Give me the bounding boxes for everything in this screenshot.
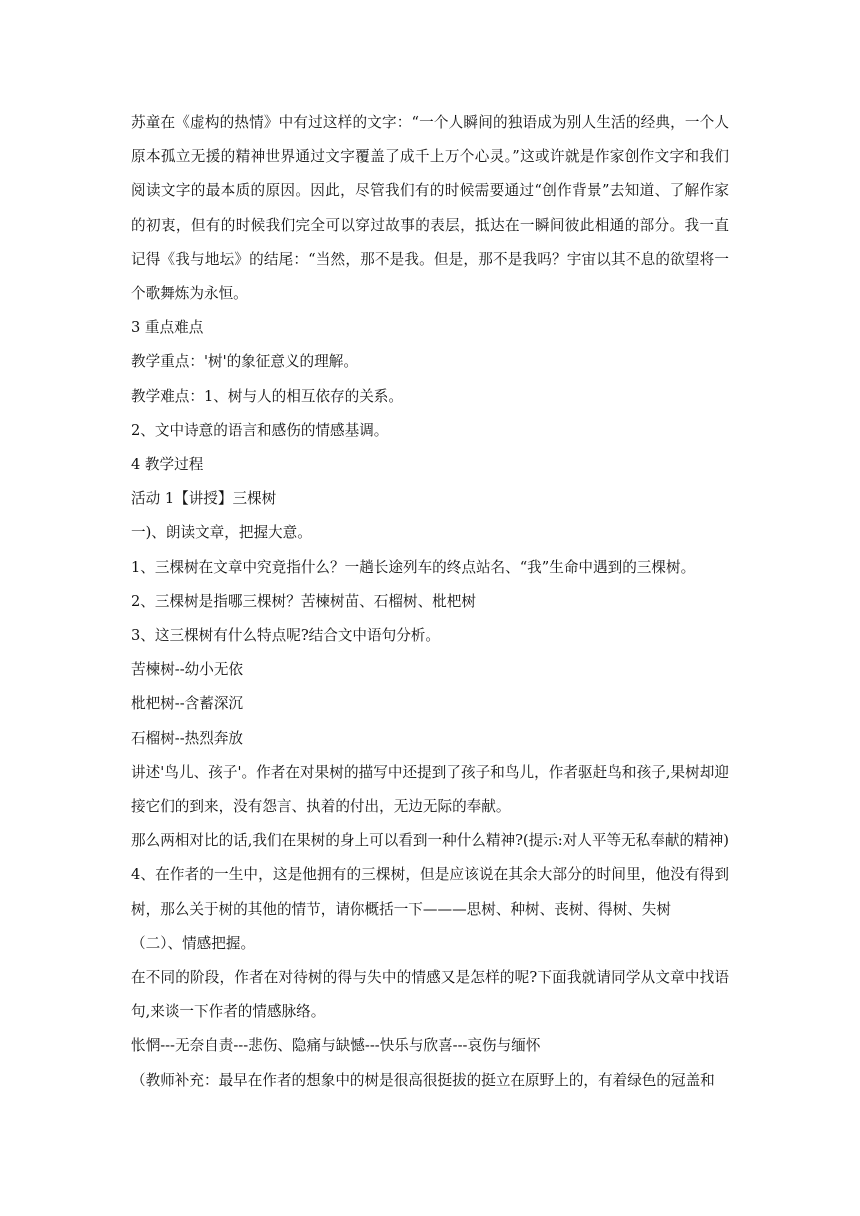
step-read-text: 一)、朗读文章，把握大意。	[131, 524, 312, 542]
tree-feature-2: 枇杷树--含蓄深沉	[131, 695, 244, 713]
document-body	[131, 106, 729, 1098]
question-2: 2、三棵树是指哪三棵树？苦楝树苗、石榴树、枇杷树	[131, 592, 476, 610]
teaching-focus: 教学重点：'树'的象征意义的理解。	[131, 353, 358, 371]
emotion-question: 在不同的阶段，作者在对待树的得与失中的情感又是怎样的呢?下面我就请同学从文章中找语句,来谈一下作者的情感脉络。	[131, 969, 729, 1021]
section-heading-process: 4 教学过程	[131, 456, 204, 474]
question-1: 1、三棵树在文章中究竟指什么？一趟长途列车的终点站名、“我”生命中遇到的三棵树。	[131, 558, 696, 576]
teacher-supplement: （教师补充：最早在作者的想象中的树是很高很挺拔的挺立在原野上的，有着绿色的冠盖和	[131, 1071, 715, 1089]
question-4: 4、在作者的一生中，这是他拥有的三棵树，但是应该说在其余大部分的时间里，他没有得到树，那么关于树的其他的情节，请你概括一下———思树、种树、丧树、得树、失树	[131, 866, 729, 918]
teaching-difficulty-2: 2、文中诗意的语言和感伤的情感基调。	[131, 421, 389, 439]
section-heading-key-points: 3 重点难点	[131, 319, 204, 337]
step-emotion: （二）、情感把握。	[131, 934, 256, 952]
tree-feature-1: 苦楝树--幼小无依	[131, 661, 244, 679]
question-3: 3、这三棵树有什么特点呢?结合文中语句分析。	[131, 627, 440, 645]
comparison-paragraph: 那么两相对比的话,我们在果树的身上可以看到一种什么精神?(提示:对人平等无私奉献的精神)	[131, 832, 729, 850]
teaching-difficulty: 教学难点：1、树与人的相互依存的关系。	[131, 387, 403, 405]
intro-paragraph: 苏童在《虚构的热情》中有过这样的文字：“一个人瞬间的独语成为别人生活的经典，一个人原本孤立无援的精神世界通过文字覆盖了成千上万个心灵。”这或许就是作家创作文字和我们阅读文字的最本质的原因。因此，尽管我们有的时候需要通过“创作背景”去知道、了解作家的初衷，但有的时候我们完全可以穿过故事的表层，抵达在一瞬间彼此相通的部分。我一直记得《我与地坛》的结尾：“当然，那不是我。但是，那不是我吗？宇宙以其不息的欲望将一个歌舞炼为永恒。	[131, 114, 729, 303]
activity-heading: 活动 1【讲授】三棵树	[131, 490, 277, 508]
tree-feature-3: 石榴树--热烈奔放	[131, 729, 244, 747]
birds-children-paragraph: 讲述'鸟儿、孩子'。作者在对果树的描写中还提到了孩子和鸟儿，作者驱赶鸟和孩子,果树却迎接它们的到来，没有怨言、执着的付出，无边无际的奉献。	[131, 763, 729, 816]
emotion-sequence: 怅惘---无奈自责---悲伤、隐痛与缺憾---快乐与欣喜---哀伤与缅怀	[131, 1037, 541, 1055]
